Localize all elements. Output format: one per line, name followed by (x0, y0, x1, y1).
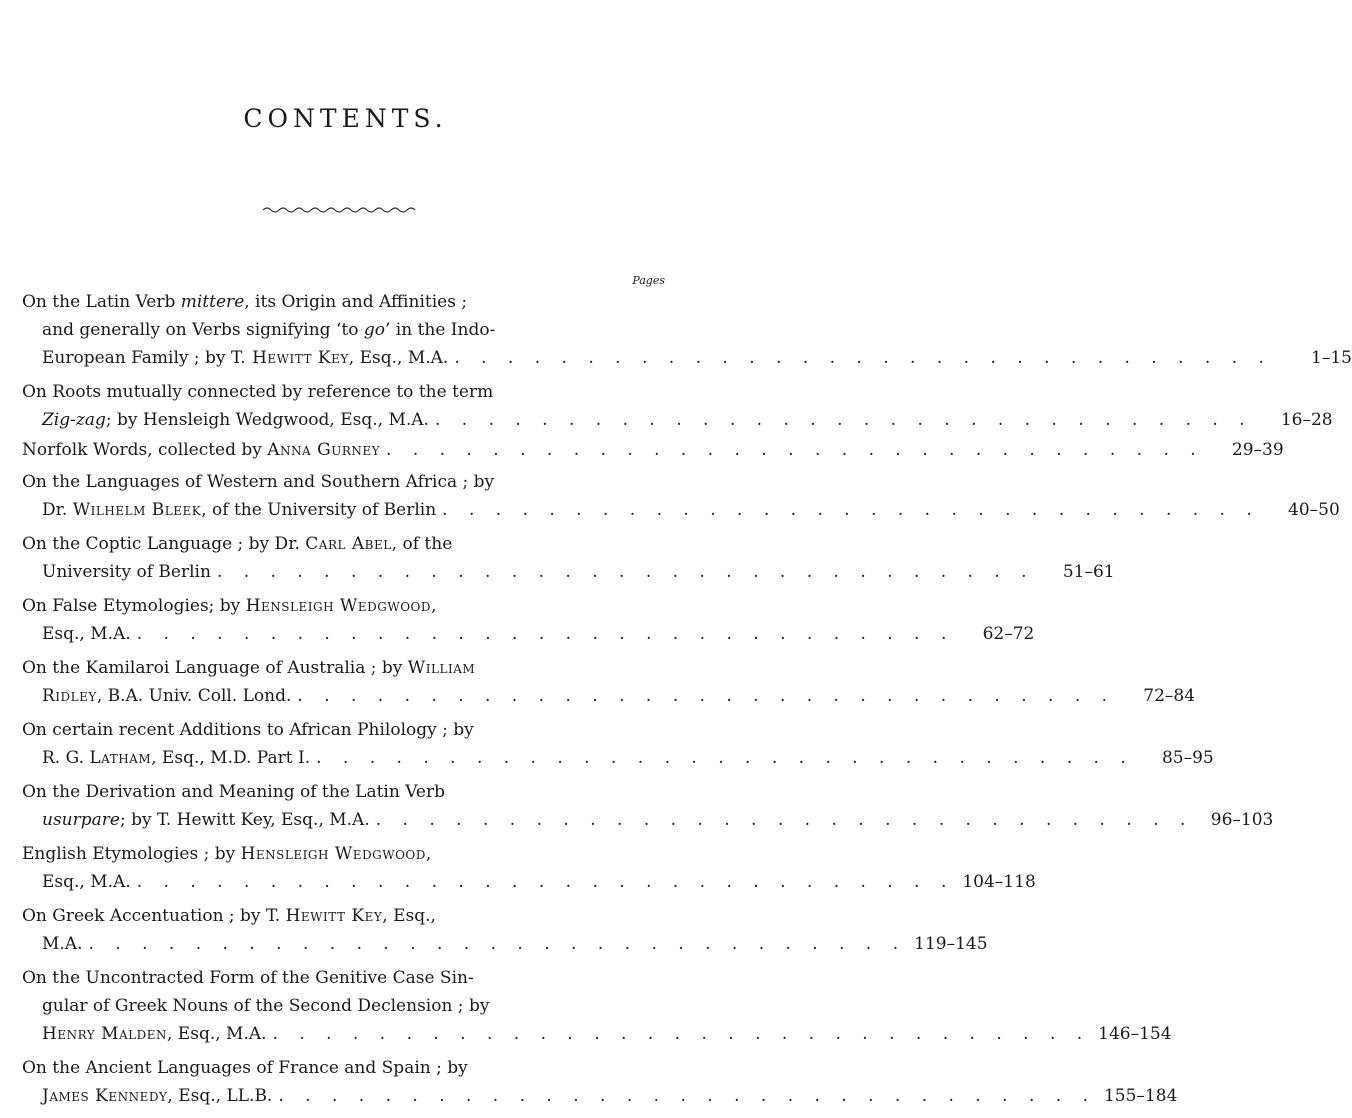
entry-text: , (425, 844, 432, 864)
leader-dots: . . . . . . . . . . . . . . . . . . . . . . . . . . . . . . . (136, 624, 955, 644)
page-range: 155–184 (1103, 1086, 1178, 1106)
toc-entry-final-line (22, 406, 1333, 434)
entry-text: Hewitt Key (285, 906, 383, 926)
toc-entry-final-line (22, 806, 1274, 834)
toc-entry-text (42, 1082, 272, 1110)
entry-text: Anna Gurney (267, 440, 381, 460)
entry-text: Hensleigh Wedgwood (240, 844, 426, 864)
toc-entry-line (22, 654, 667, 682)
page-title: CONTENTS. (243, 104, 448, 133)
leader-dots: . . . . . . . . . . . . . . . . . . . . . . . . . . . . . . . (386, 440, 1204, 460)
entry-text: T. Hewitt Key (230, 348, 349, 368)
toc-entry-line (22, 964, 667, 992)
leader-dots: . . . . . . . . . . . . . . . . . . . . . . . . . . . . . . . (297, 686, 1116, 706)
toc-entry[interactable] (22, 378, 1333, 434)
leader-dots: . . . . . . . . . . . . . . . . . . . . . . . . . . . . . . . (454, 348, 1272, 368)
toc-entry-line (22, 378, 667, 406)
page-range: 51–61 (1062, 562, 1115, 582)
entry-text: , Esq., M.D. Part I. (151, 748, 311, 768)
leader-dots: . . . . . . . . . . . . . . . . . . . . . . . . . . . . . . . (278, 1086, 1096, 1106)
toc-entry[interactable] (22, 964, 1172, 1048)
toc-entry-text (42, 930, 83, 958)
leader-dots: . . . . . . . . . . . . . . . . . . . . . . . . . . . . . . . (442, 500, 1260, 520)
entry-text: Hensleigh Wedgwood (245, 596, 432, 616)
toc-entry-line (22, 592, 667, 620)
entry-text: English Etymologies ; by (22, 844, 241, 864)
toc-entry-text (42, 682, 291, 710)
entry-text: On Greek Accentuation ; by T. (22, 906, 286, 926)
entry-text: , B.A. Univ. Coll. Lond. (96, 686, 292, 706)
entry-text: ’ in the Indo- (384, 320, 496, 340)
page-range: 40–50 (1288, 500, 1340, 520)
toc-entry[interactable] (22, 840, 1036, 896)
leader-dots: . . . . . . . . . . . . . . . . . . . . . . . . . . . . . . . (216, 562, 1035, 582)
entry-text: , Esq., M.A. (348, 348, 449, 368)
leader-dots: . . . . . . . . . . . . . . . . . . . . . . . . . . . . . . . (375, 810, 1194, 830)
entry-text: On the Kamilaroi Language of Australia ; by (22, 658, 408, 678)
entry-text: On Roots mutually connected by reference to the term (22, 382, 494, 402)
page-range: 1–15 (1311, 348, 1352, 368)
toc-entry[interactable] (22, 902, 988, 958)
page-range: 104–118 (962, 872, 1036, 892)
entry-text: Dr. (42, 500, 73, 520)
toc-entry-final-line (22, 436, 1284, 464)
entry-text: Carl Abel (305, 534, 392, 554)
entry-text: European Family ; by (42, 348, 231, 368)
entry-text: Norfolk Words, collected by (22, 440, 268, 460)
toc-entry-final-line (22, 1020, 1172, 1048)
toc-entry-text (42, 344, 448, 372)
toc-entry-text (42, 496, 436, 524)
entry-text: gular of Greek Nouns of the Second Declension ; by (42, 996, 490, 1016)
entry-text: , Esq., LL.B. (167, 1086, 273, 1106)
toc-entry-final-line (22, 930, 988, 958)
entry-text: Esq., M.A. (42, 872, 131, 892)
entry-text: Esq., M.A. (42, 624, 131, 644)
toc-entry-line (22, 992, 667, 1020)
toc-entry-line (22, 902, 667, 930)
entry-text: , of the University of Berlin (201, 500, 437, 520)
toc-entry-line (22, 840, 667, 868)
entry-text: On the Ancient Languages of France and Spain ; by (22, 1058, 468, 1078)
entry-text: Ridley (42, 686, 97, 706)
leader-dots: . . . . . . . . . . . . . . . . . . . . . . . . . . . . . . . (316, 748, 1134, 768)
toc-entry-final-line (22, 744, 1214, 772)
leader-dots: . . . . . . . . . . . . . . . . . . . . . . . . . . . . . . . (434, 410, 1253, 430)
toc-entry-final-line (22, 1082, 1178, 1110)
toc-entry-final-line (22, 620, 1035, 648)
entry-text: University of Berlin (42, 562, 211, 582)
entry-text: Latham (89, 748, 152, 768)
page-range: 146–154 (1098, 1024, 1172, 1044)
entry-text: usurpare (42, 810, 120, 830)
entry-text: William (407, 658, 476, 678)
toc-entry-final-line (22, 558, 1115, 586)
entry-text: James Kennedy (42, 1086, 168, 1106)
toc-entry[interactable] (22, 716, 1214, 772)
toc-entry-text (42, 620, 131, 648)
page-range: 85–95 (1161, 748, 1214, 768)
page-range: 96–103 (1210, 810, 1274, 830)
entry-text: ; by T. Hewitt Key, Esq., M.A. (119, 810, 370, 830)
page-range: 62–72 (982, 624, 1035, 644)
entry-text: Henry Malden (42, 1024, 167, 1044)
toc-entry[interactable] (22, 1054, 1178, 1110)
toc-entry-text (42, 744, 310, 772)
entry-text: On the Derivation and Meaning of the Latin Verb (22, 782, 445, 802)
toc-entry-line (22, 716, 667, 744)
toc-entry[interactable] (22, 778, 1274, 834)
toc-entry-text (42, 868, 131, 896)
toc-entry-line (22, 316, 667, 344)
entry-text: , Esq., M.A. (167, 1024, 267, 1044)
leader-dots: . . . . . . . . . . . . . . . . . . . . . . . . . . . . . . . (136, 872, 955, 892)
entry-text: go (363, 320, 385, 340)
entry-text: , of the (391, 534, 453, 554)
entry-text: , (431, 596, 437, 616)
entry-text: , Esq., (382, 906, 436, 926)
entry-text: On the Languages of Western and Southern Africa ; by (22, 472, 495, 492)
entry-text: On False Etymologies; by (22, 596, 246, 616)
entry-text: On the Uncontracted Form of the Genitive Case Sin- (22, 968, 474, 988)
ornamental-rule (263, 204, 415, 216)
toc-entry-line (22, 530, 667, 558)
toc-entry-text (42, 1020, 267, 1048)
leader-dots: . . . . . . . . . . . . . . . . . . . . . . . . . . . . . . . (88, 934, 907, 954)
toc-entry[interactable] (22, 468, 1340, 524)
entry-text: R. G. (42, 748, 90, 768)
entry-text: On the Coptic Language ; by Dr. (22, 534, 306, 554)
entry-text: Zig-zag (42, 410, 106, 430)
pages-column-label: Pages (632, 274, 665, 287)
entry-text: ; by Hensleigh Wedgwood, Esq., M.A. (105, 410, 429, 430)
page-range: 16–28 (1280, 410, 1333, 430)
toc-entry-text (22, 436, 380, 464)
toc-entry[interactable] (22, 288, 1352, 372)
toc-entry-line (22, 778, 667, 806)
toc-entry-text (42, 806, 370, 834)
toc-entry-text (42, 558, 211, 586)
toc-entry-line (22, 288, 667, 316)
entry-text: On certain recent Additions to African Philology ; by (22, 720, 474, 740)
toc-entry-final-line (22, 496, 1340, 524)
toc-entry[interactable] (22, 436, 1284, 464)
toc-entry-final-line (22, 344, 1352, 372)
toc-entry[interactable] (22, 592, 1035, 648)
toc-entry-line (22, 468, 667, 496)
toc-entry-final-line (22, 682, 1196, 710)
entry-text: and generally on Verbs signifying ‘to (42, 320, 364, 340)
page-range: 119–145 (914, 934, 988, 954)
page-range: 72–84 (1143, 686, 1196, 706)
toc-entry-final-line (22, 868, 1036, 896)
entry-text: Wilhelm Bleek (72, 500, 202, 520)
toc-entry-text (42, 406, 429, 434)
leader-dots: . . . . . . . . . . . . . . . . . . . . . . . . . . . . . . . (272, 1024, 1091, 1044)
entry-text: mittere (180, 292, 245, 312)
entry-text: On the Latin Verb (22, 292, 181, 312)
toc-entry-line (22, 1054, 667, 1082)
entry-text: , its Origin and Affinities ; (244, 292, 468, 312)
page-range: 29–39 (1231, 440, 1284, 460)
entry-text: M.A. (42, 934, 83, 954)
toc-entry[interactable] (22, 654, 1196, 710)
toc-entry[interactable] (22, 530, 1115, 586)
